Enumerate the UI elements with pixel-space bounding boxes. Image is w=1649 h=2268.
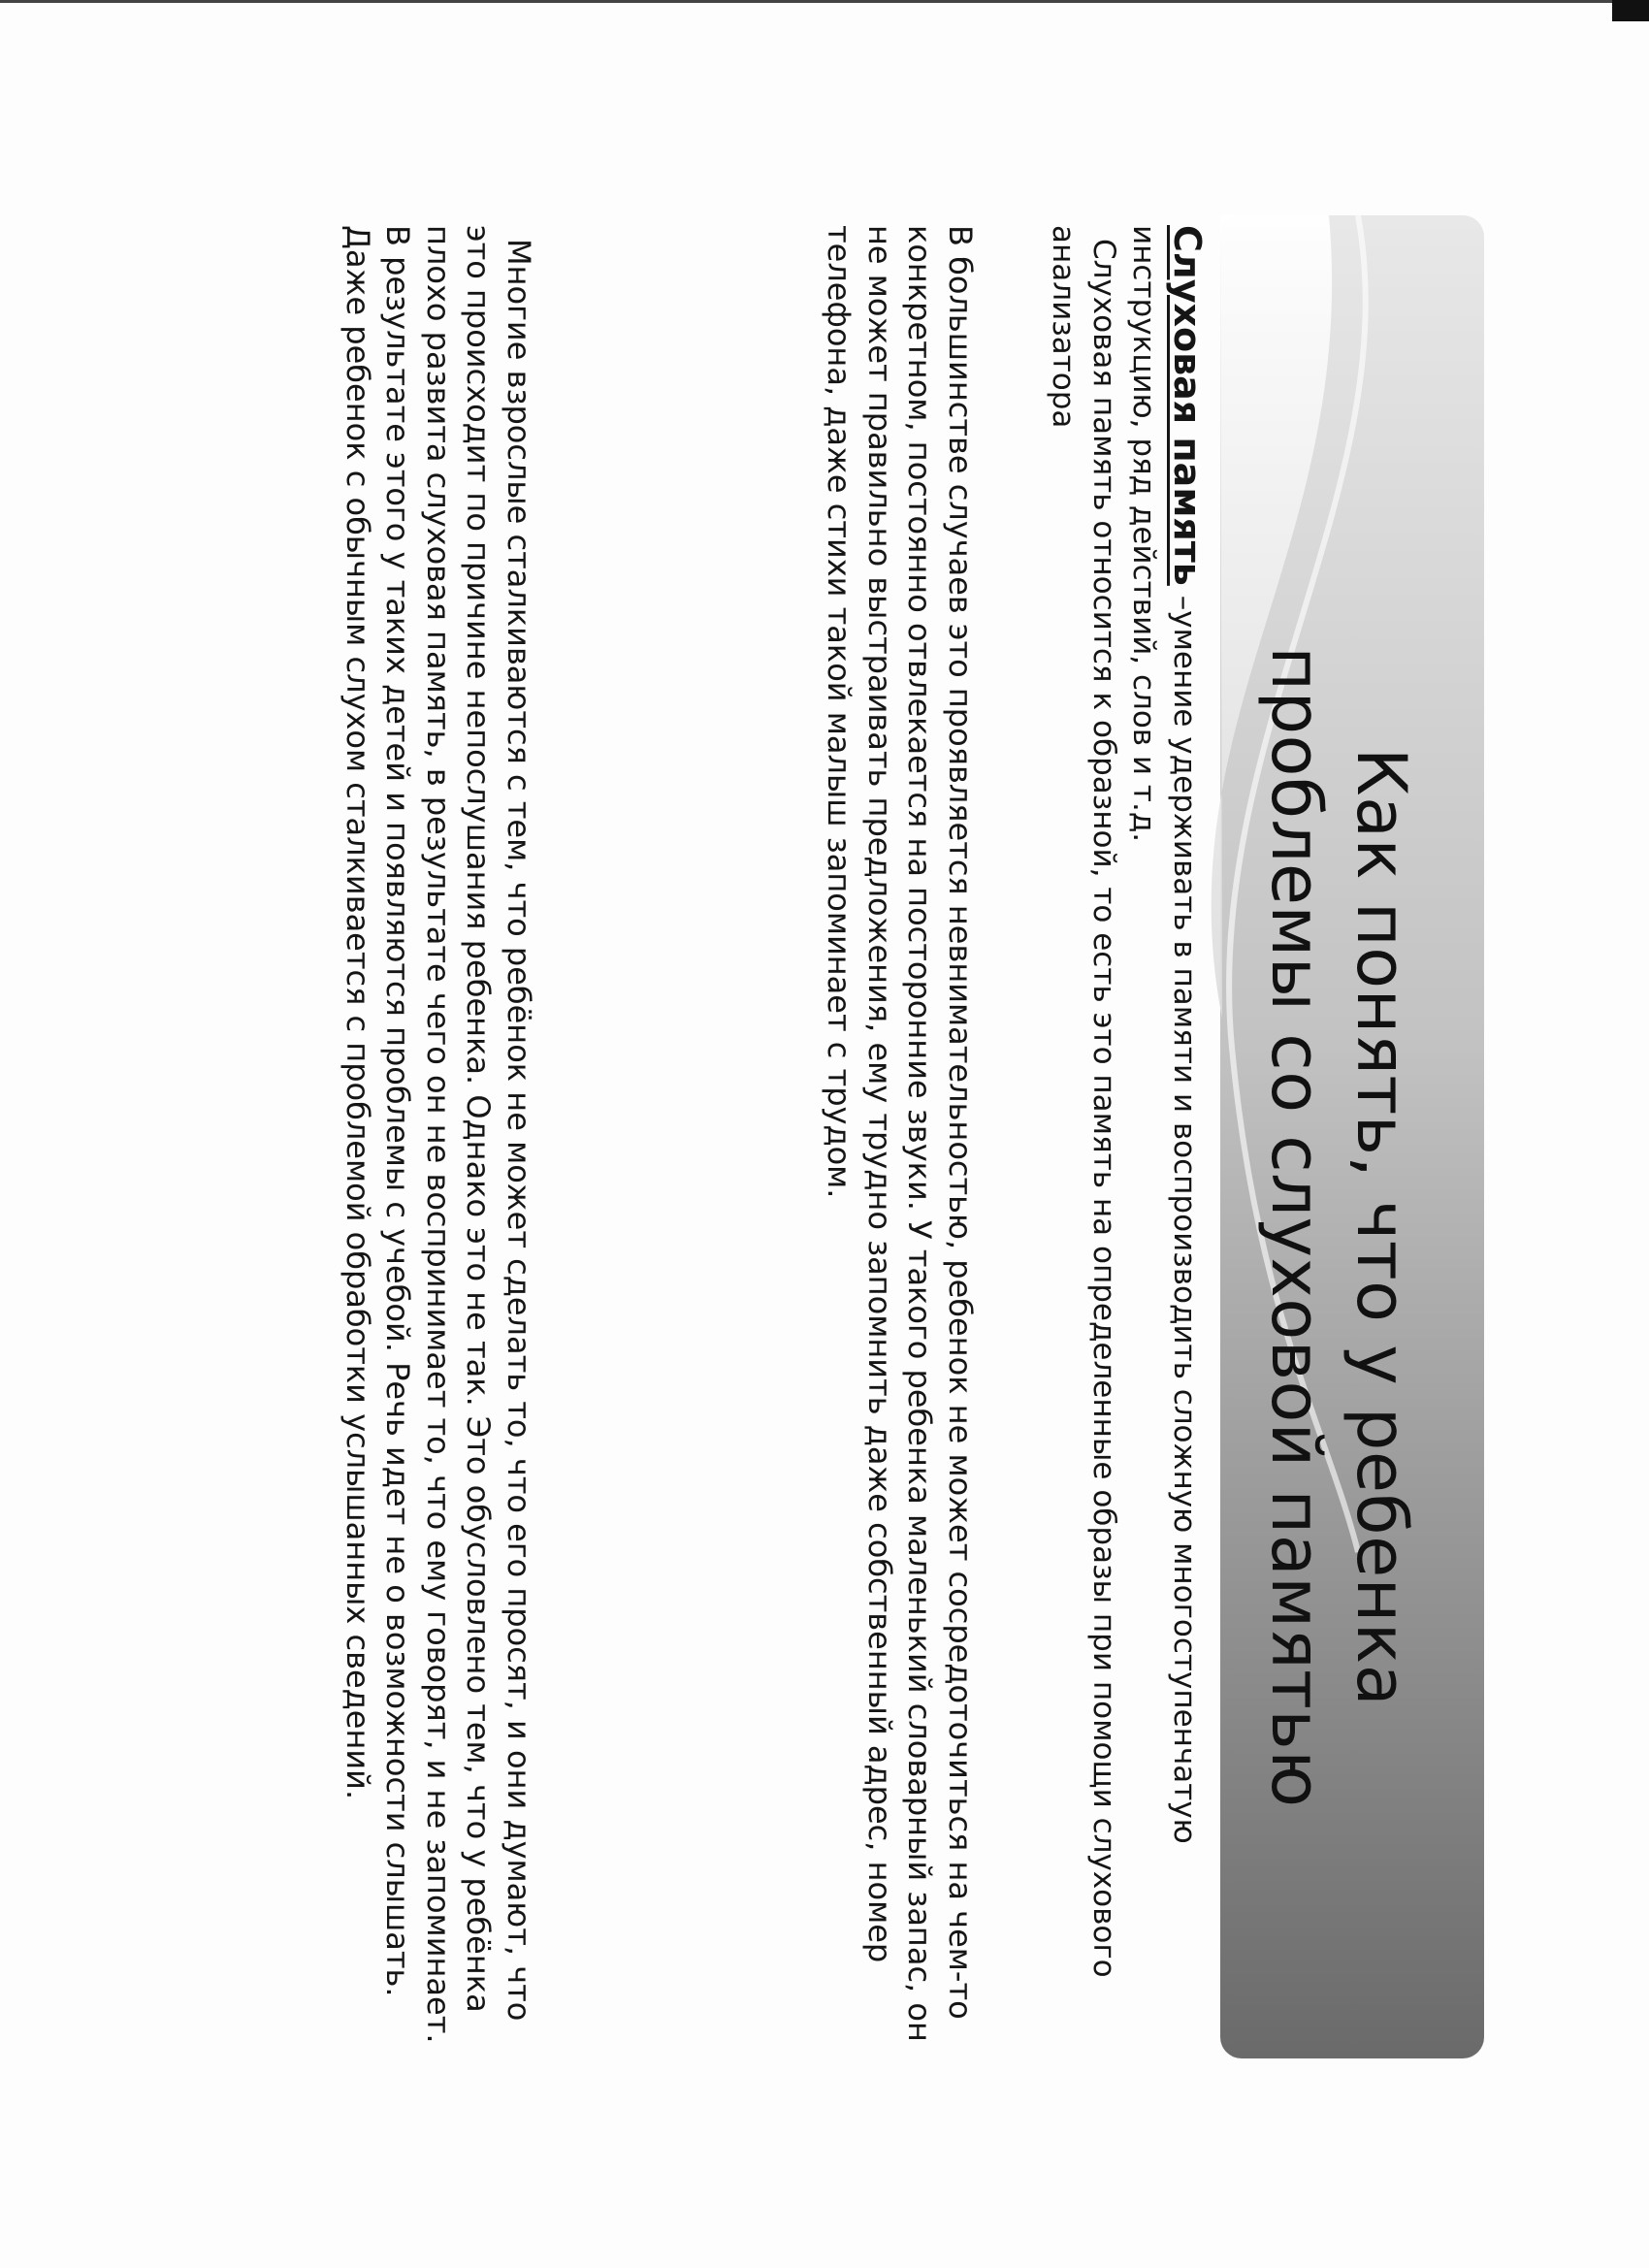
body-paragraph-1: В большинстве случаев это проявляется невнимательностью, ребенок не может сосредоточиться на чем-то конкретном, постоянно отвлекается на посторонние звуки. У такого ребенка маленький словарный запас, он не может правильно выстраивать предложения, ему трудно запомнить даже собственный адрес, номер телефона, даже стихи такой малыш запоминает с трудом. [821,225,979,2042]
definition-text: –умение удерживать в памяти и воспроизводить сложную многоступенчатую инструкцию, ряд действий, слов и т.д. [1126,225,1202,1844]
definition [1123,225,1208,2039]
definition-note: Слуховая память относится к образной, то есть это память на определенные образы при помощи слухового анализатора [1046,225,1121,1978]
definition-term: Слуховая память [1166,225,1209,586]
body-paragraph-2: Многие взрослые сталкиваются с тем, что ребёнок не может сделать то, что его просят, и они думают, что это происходит по причине непослушания ребенка. Однако это не так. Это обусловлено тем, что у ребёнка плохо развита слуховая память, в результате чего он не воспринимает то, что ему говорят, и не запоминает. В результате этого у таких детей и появляются проблемы с учебой. Речь идет не о возможности слышать. Даже ребенок с обычным слухом сталкивается с проблемой обработки услышанных сведений. [340,225,537,2044]
page-title: Как понять, что у ребенка проблемы со слуховой памятью [1256,646,1421,1808]
